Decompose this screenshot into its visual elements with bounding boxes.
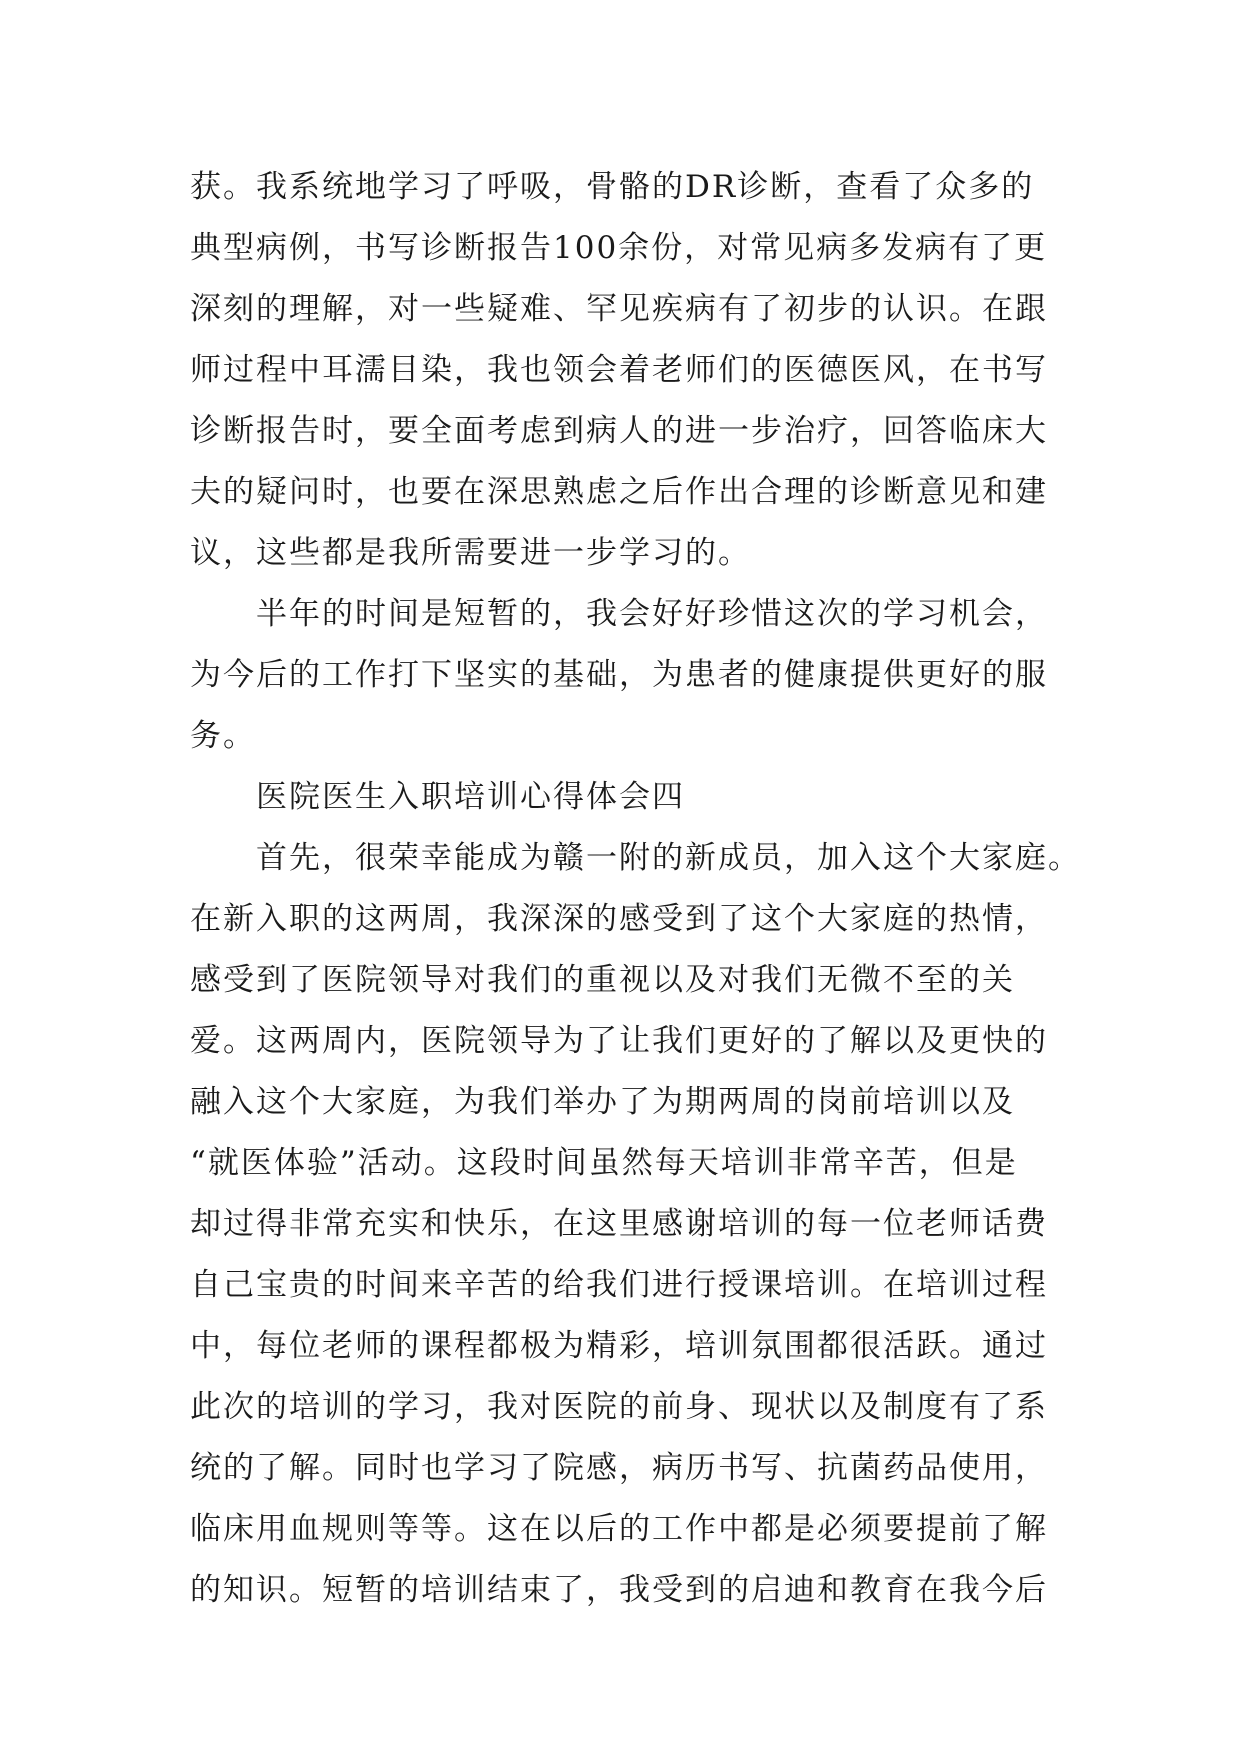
text-line: 夫的疑问时，也要在深思熟虑之后作出合理的诊断意见和建 <box>190 474 1048 510</box>
text-line: 为今后的工作打下坚实的基础，为患者的健康提供更好的服 <box>190 657 1048 693</box>
text-line: 临床用血规则等等。这在以后的工作中都是必须要提前了解 <box>190 1511 1048 1547</box>
text-line: 半年的时间是短暂的，我会好好珍惜这次的学习机会， <box>256 596 1048 632</box>
text-line: 师过程中耳濡目染，我也领会着老师们的医德医风，在书写 <box>190 352 1048 388</box>
text-line: 却过得非常充实和快乐，在这里感谢培训的每一位老师话费 <box>190 1206 1048 1242</box>
text-line: 此次的培训的学习，我对医院的前身、现状以及制度有了系 <box>190 1389 1048 1425</box>
text-line: 统的了解。同时也学习了院感，病历书写、抗菌药品使用， <box>190 1450 1048 1486</box>
text-line: 诊断报告时，要全面考虑到病人的进一步治疗，回答临床大 <box>190 413 1048 449</box>
text-line: 议，这些都是我所需要进一步学习的。 <box>190 535 751 571</box>
text-line: 感受到了医院领导对我们的重视以及对我们无微不至的关 <box>190 962 1015 998</box>
text-line: 的知识。短暂的培训结束了，我受到的启迪和教育在我今后 <box>190 1572 1048 1608</box>
text-line: 融入这个大家庭，为我们举办了为期两周的岗前培训以及 <box>190 1084 1015 1120</box>
text-line: “就医体验”活动。这段时间虽然每天培训非常辛苦，但是 <box>190 1145 1018 1181</box>
text-line: 典型病例，书写诊断报告100余份，对常见病多发病有了更 <box>190 230 1048 266</box>
text-line: 在新入职的这两周，我深深的感受到了这个大家庭的热情， <box>190 901 1048 937</box>
text-line: 自己宝贵的时间来辛苦的给我们进行授课培训。在培训过程 <box>190 1267 1048 1303</box>
text-line: 深刻的理解，对一些疑难、罕见疾病有了初步的认识。在跟 <box>190 291 1048 327</box>
text-line: 中，每位老师的课程都极为精彩，培训氛围都很活跃。通过 <box>190 1328 1048 1364</box>
text-line: 务。 <box>190 718 256 754</box>
text-line: 爱。这两周内，医院领导为了让我们更好的了解以及更快的 <box>190 1023 1048 1059</box>
text-line: 获。我系统地学习了呼吸，骨骼的DR诊断，查看了众多的 <box>190 169 1035 205</box>
text-line: 医院医生入职培训心得体会四 <box>256 779 685 815</box>
body-text <box>190 157 1081 1621</box>
text-line: 首先，很荣幸能成为赣一附的新成员，加入这个大家庭。 <box>256 840 1081 876</box>
